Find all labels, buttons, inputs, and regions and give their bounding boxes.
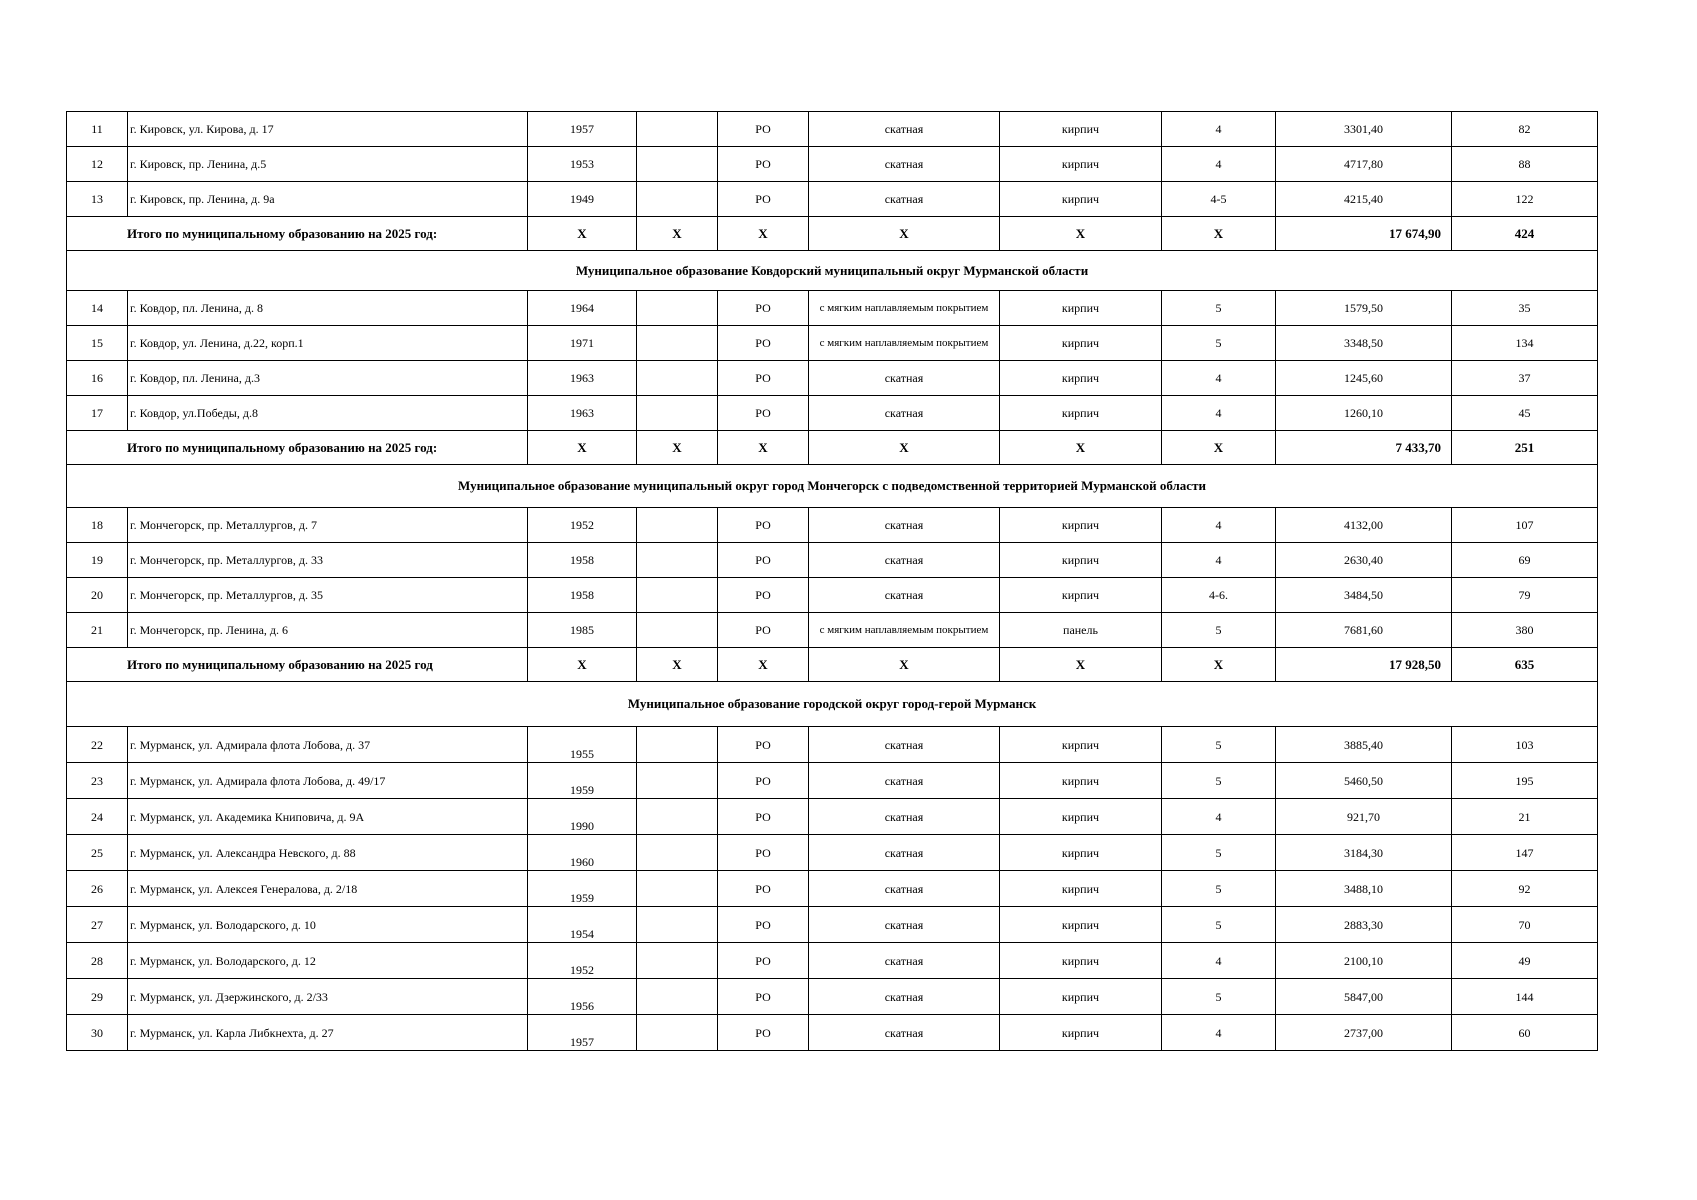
org-cell: РО (718, 361, 809, 396)
roof-cell: скатная (809, 182, 1000, 217)
wall-cell: кирпич (1000, 763, 1162, 799)
roof-cell: с мягким наплавляемым покрытием (809, 291, 1000, 326)
x-mark: X (809, 217, 1000, 251)
x-mark: X (1000, 648, 1162, 682)
people-cell: 103 (1452, 727, 1598, 763)
people-cell: 49 (1452, 943, 1598, 979)
area-cell: 1260,10 (1276, 396, 1452, 431)
row-number: 15 (67, 326, 128, 361)
table-row (67, 361, 1598, 396)
org-cell: РО (718, 396, 809, 431)
org-cell: РО (718, 291, 809, 326)
address-cell: г. Кировск, ул. Кирова, д. 17 (128, 112, 528, 147)
org-cell: РО (718, 613, 809, 648)
x-mark: X (528, 217, 637, 251)
wall-cell: кирпич (1000, 578, 1162, 613)
total-label: Итого по муниципальному образованию на 2025 год: (67, 217, 528, 251)
table-row (67, 112, 1598, 147)
year-cell: 1956 (528, 979, 637, 1015)
area-cell: 4132,00 (1276, 508, 1452, 543)
row-number: 12 (67, 147, 128, 182)
area-cell: 921,70 (1276, 799, 1452, 835)
floors-cell: 5 (1162, 613, 1276, 648)
wall-cell: кирпич (1000, 979, 1162, 1015)
wall-cell: кирпич (1000, 182, 1162, 217)
wall-cell: кирпич (1000, 396, 1162, 431)
section-title: Муниципальное образование Ковдорский муниципальный округ Мурманской области (67, 251, 1598, 291)
year-cell: 1990 (528, 799, 637, 835)
table-row (67, 291, 1598, 326)
table-row (67, 799, 1598, 835)
section-header-row (67, 251, 1598, 291)
address-cell: г. Мурманск, ул. Адмирала флота Лобова, д. 49/17 (128, 763, 528, 799)
people-cell: 69 (1452, 543, 1598, 578)
year-cell: 1958 (528, 578, 637, 613)
year-cell: 1971 (528, 326, 637, 361)
row-number: 13 (67, 182, 128, 217)
address-cell: г. Мурманск, ул. Володарского, д. 10 (128, 907, 528, 943)
wall-cell: кирпич (1000, 835, 1162, 871)
row-number: 27 (67, 907, 128, 943)
wall-cell: кирпич (1000, 943, 1162, 979)
roof-cell: скатная (809, 1015, 1000, 1051)
people-cell: 92 (1452, 871, 1598, 907)
roof-cell: скатная (809, 799, 1000, 835)
total-row (67, 431, 1598, 465)
people-cell: 147 (1452, 835, 1598, 871)
total-label: Итого по муниципальному образованию на 2025 год (67, 648, 528, 682)
empty-cell (637, 291, 718, 326)
empty-cell (637, 543, 718, 578)
x-mark: X (809, 431, 1000, 465)
floors-cell: 4 (1162, 147, 1276, 182)
year-cell: 1955 (528, 727, 637, 763)
address-cell: г. Ковдор, ул.Победы, д.8 (128, 396, 528, 431)
x-mark: X (637, 217, 718, 251)
x-mark: X (809, 648, 1000, 682)
table-row (67, 979, 1598, 1015)
wall-cell: кирпич (1000, 326, 1162, 361)
empty-cell (637, 835, 718, 871)
area-cell: 2737,00 (1276, 1015, 1452, 1051)
x-mark: X (637, 431, 718, 465)
area-cell: 2630,40 (1276, 543, 1452, 578)
org-cell: РО (718, 871, 809, 907)
row-number: 11 (67, 112, 128, 147)
wall-cell: кирпич (1000, 799, 1162, 835)
housing-table (66, 111, 1598, 1051)
floors-cell: 4-5 (1162, 182, 1276, 217)
org-cell: РО (718, 326, 809, 361)
total-people: 424 (1452, 217, 1598, 251)
org-cell: РО (718, 1015, 809, 1051)
roof-cell: с мягким наплавляемым покрытием (809, 613, 1000, 648)
table-row (67, 1015, 1598, 1051)
table-row (67, 835, 1598, 871)
address-cell: г. Мончегорск, пр. Металлургов, д. 35 (128, 578, 528, 613)
x-mark: X (1162, 217, 1276, 251)
table-row (67, 508, 1598, 543)
org-cell: РО (718, 727, 809, 763)
roof-cell: скатная (809, 763, 1000, 799)
org-cell: РО (718, 508, 809, 543)
row-number: 24 (67, 799, 128, 835)
floors-cell: 4 (1162, 396, 1276, 431)
row-number: 25 (67, 835, 128, 871)
empty-cell (637, 613, 718, 648)
empty-cell (637, 112, 718, 147)
roof-cell: скатная (809, 871, 1000, 907)
roof-cell: скатная (809, 112, 1000, 147)
empty-cell (637, 147, 718, 182)
total-row (67, 648, 1598, 682)
table-row (67, 543, 1598, 578)
x-mark: X (1000, 431, 1162, 465)
org-cell: РО (718, 182, 809, 217)
empty-cell (637, 396, 718, 431)
x-mark: X (718, 217, 809, 251)
roof-cell: скатная (809, 396, 1000, 431)
address-cell: г. Кировск, пр. Ленина, д.5 (128, 147, 528, 182)
roof-cell: скатная (809, 979, 1000, 1015)
wall-cell: кирпич (1000, 907, 1162, 943)
area-cell: 3184,30 (1276, 835, 1452, 871)
org-cell: РО (718, 578, 809, 613)
x-mark: X (637, 648, 718, 682)
people-cell: 88 (1452, 147, 1598, 182)
year-cell: 1954 (528, 907, 637, 943)
total-area: 17 674,90 (1276, 217, 1452, 251)
people-cell: 37 (1452, 361, 1598, 396)
wall-cell: кирпич (1000, 871, 1162, 907)
people-cell: 195 (1452, 763, 1598, 799)
address-cell: г. Мурманск, ул. Алексея Генералова, д. 2/18 (128, 871, 528, 907)
row-number: 26 (67, 871, 128, 907)
empty-cell (637, 871, 718, 907)
total-area: 17 928,50 (1276, 648, 1452, 682)
table-row (67, 147, 1598, 182)
total-people: 251 (1452, 431, 1598, 465)
floors-cell: 5 (1162, 326, 1276, 361)
area-cell: 2100,10 (1276, 943, 1452, 979)
empty-cell (637, 907, 718, 943)
roof-cell: скатная (809, 578, 1000, 613)
area-cell: 3301,40 (1276, 112, 1452, 147)
wall-cell: кирпич (1000, 508, 1162, 543)
floors-cell: 5 (1162, 727, 1276, 763)
wall-cell: кирпич (1000, 727, 1162, 763)
wall-cell: кирпич (1000, 361, 1162, 396)
x-mark: X (1162, 648, 1276, 682)
floors-cell: 4 (1162, 543, 1276, 578)
row-number: 22 (67, 727, 128, 763)
empty-cell (637, 1015, 718, 1051)
empty-cell (637, 943, 718, 979)
section-header-row (67, 465, 1598, 508)
year-cell: 1959 (528, 871, 637, 907)
table-row (67, 871, 1598, 907)
area-cell: 3484,50 (1276, 578, 1452, 613)
area-cell: 4215,40 (1276, 182, 1452, 217)
year-cell: 1949 (528, 182, 637, 217)
empty-cell (637, 799, 718, 835)
floors-cell: 4-6. (1162, 578, 1276, 613)
people-cell: 122 (1452, 182, 1598, 217)
year-cell: 1958 (528, 543, 637, 578)
empty-cell (637, 727, 718, 763)
table-row (67, 182, 1598, 217)
wall-cell: кирпич (1000, 291, 1162, 326)
people-cell: 45 (1452, 396, 1598, 431)
table-row (67, 727, 1598, 763)
row-number: 17 (67, 396, 128, 431)
year-cell: 1957 (528, 112, 637, 147)
address-cell: г. Мурманск, ул. Адмирала флота Лобова, д. 37 (128, 727, 528, 763)
area-cell: 7681,60 (1276, 613, 1452, 648)
section-header-row (67, 682, 1598, 727)
table-row (67, 578, 1598, 613)
row-number: 18 (67, 508, 128, 543)
people-cell: 380 (1452, 613, 1598, 648)
year-cell: 1964 (528, 291, 637, 326)
total-people: 635 (1452, 648, 1598, 682)
floors-cell: 5 (1162, 979, 1276, 1015)
table-row (67, 613, 1598, 648)
roof-cell: скатная (809, 508, 1000, 543)
section-title: Муниципальное образование городской округ город-герой Мурманск (67, 682, 1598, 727)
org-cell: РО (718, 543, 809, 578)
section-title: Муниципальное образование муниципальный округ город Мончегорск с подведомственной территорией Мурманской области (67, 465, 1598, 508)
roof-cell: скатная (809, 361, 1000, 396)
roof-cell: скатная (809, 727, 1000, 763)
row-number: 21 (67, 613, 128, 648)
year-cell: 1953 (528, 147, 637, 182)
people-cell: 60 (1452, 1015, 1598, 1051)
address-cell: г. Мончегорск, пр. Металлургов, д. 33 (128, 543, 528, 578)
people-cell: 134 (1452, 326, 1598, 361)
empty-cell (637, 361, 718, 396)
year-cell: 1985 (528, 613, 637, 648)
table-row (67, 907, 1598, 943)
table-row (67, 943, 1598, 979)
org-cell: РО (718, 979, 809, 1015)
wall-cell: панель (1000, 613, 1162, 648)
roof-cell: скатная (809, 147, 1000, 182)
org-cell: РО (718, 763, 809, 799)
roof-cell: скатная (809, 543, 1000, 578)
wall-cell: кирпич (1000, 147, 1162, 182)
row-number: 19 (67, 543, 128, 578)
year-cell: 1960 (528, 835, 637, 871)
address-cell: г. Кировск, пр. Ленина, д. 9а (128, 182, 528, 217)
table-row (67, 326, 1598, 361)
org-cell: РО (718, 835, 809, 871)
address-cell: г. Ковдор, пл. Ленина, д. 8 (128, 291, 528, 326)
table-row (67, 396, 1598, 431)
org-cell: РО (718, 147, 809, 182)
year-cell: 1963 (528, 361, 637, 396)
empty-cell (637, 763, 718, 799)
area-cell: 3348,50 (1276, 326, 1452, 361)
address-cell: г. Мурманск, ул. Александра Невского, д. 88 (128, 835, 528, 871)
people-cell: 82 (1452, 112, 1598, 147)
floors-cell: 5 (1162, 291, 1276, 326)
roof-cell: скатная (809, 835, 1000, 871)
address-cell: г. Мончегорск, пр. Ленина, д. 6 (128, 613, 528, 648)
area-cell: 5847,00 (1276, 979, 1452, 1015)
roof-cell: с мягким наплавляемым покрытием (809, 326, 1000, 361)
year-cell: 1963 (528, 396, 637, 431)
year-cell: 1957 (528, 1015, 637, 1051)
address-cell: г. Ковдор, пл. Ленина, д.3 (128, 361, 528, 396)
row-number: 30 (67, 1015, 128, 1051)
x-mark: X (718, 648, 809, 682)
address-cell: г. Мончегорск, пр. Металлургов, д. 7 (128, 508, 528, 543)
people-cell: 107 (1452, 508, 1598, 543)
floors-cell: 4 (1162, 943, 1276, 979)
row-number: 29 (67, 979, 128, 1015)
empty-cell (637, 182, 718, 217)
total-area: 7 433,70 (1276, 431, 1452, 465)
floors-cell: 4 (1162, 361, 1276, 396)
org-cell: РО (718, 907, 809, 943)
people-cell: 21 (1452, 799, 1598, 835)
org-cell: РО (718, 943, 809, 979)
floors-cell: 5 (1162, 907, 1276, 943)
org-cell: РО (718, 799, 809, 835)
wall-cell: кирпич (1000, 112, 1162, 147)
address-cell: г. Мурманск, ул. Володарского, д. 12 (128, 943, 528, 979)
year-cell: 1952 (528, 943, 637, 979)
empty-cell (637, 508, 718, 543)
row-number: 23 (67, 763, 128, 799)
row-number: 20 (67, 578, 128, 613)
year-cell: 1952 (528, 508, 637, 543)
x-mark: X (718, 431, 809, 465)
total-label: Итого по муниципальному образованию на 2025 год: (67, 431, 528, 465)
people-cell: 70 (1452, 907, 1598, 943)
area-cell: 3488,10 (1276, 871, 1452, 907)
area-cell: 5460,50 (1276, 763, 1452, 799)
floors-cell: 4 (1162, 799, 1276, 835)
empty-cell (637, 326, 718, 361)
x-mark: X (528, 431, 637, 465)
floors-cell: 4 (1162, 508, 1276, 543)
x-mark: X (1000, 217, 1162, 251)
year-cell: 1959 (528, 763, 637, 799)
total-row (67, 217, 1598, 251)
wall-cell: кирпич (1000, 543, 1162, 578)
people-cell: 79 (1452, 578, 1598, 613)
org-cell: РО (718, 112, 809, 147)
address-cell: г. Ковдор, ул. Ленина, д.22, корп.1 (128, 326, 528, 361)
roof-cell: скатная (809, 907, 1000, 943)
row-number: 16 (67, 361, 128, 396)
floors-cell: 5 (1162, 835, 1276, 871)
wall-cell: кирпич (1000, 1015, 1162, 1051)
area-cell: 1245,60 (1276, 361, 1452, 396)
x-mark: X (528, 648, 637, 682)
floors-cell: 5 (1162, 763, 1276, 799)
people-cell: 144 (1452, 979, 1598, 1015)
area-cell: 3885,40 (1276, 727, 1452, 763)
area-cell: 4717,80 (1276, 147, 1452, 182)
empty-cell (637, 979, 718, 1015)
floors-cell: 5 (1162, 871, 1276, 907)
address-cell: г. Мурманск, ул. Дзержинского, д. 2/33 (128, 979, 528, 1015)
x-mark: X (1162, 431, 1276, 465)
people-cell: 35 (1452, 291, 1598, 326)
table-row (67, 763, 1598, 799)
area-cell: 1579,50 (1276, 291, 1452, 326)
address-cell: г. Мурманск, ул. Академика Книповича, д. 9А (128, 799, 528, 835)
address-cell: г. Мурманск, ул. Карла Либкнехта, д. 27 (128, 1015, 528, 1051)
floors-cell: 4 (1162, 112, 1276, 147)
empty-cell (637, 578, 718, 613)
row-number: 28 (67, 943, 128, 979)
row-number: 14 (67, 291, 128, 326)
floors-cell: 4 (1162, 1015, 1276, 1051)
area-cell: 2883,30 (1276, 907, 1452, 943)
roof-cell: скатная (809, 943, 1000, 979)
